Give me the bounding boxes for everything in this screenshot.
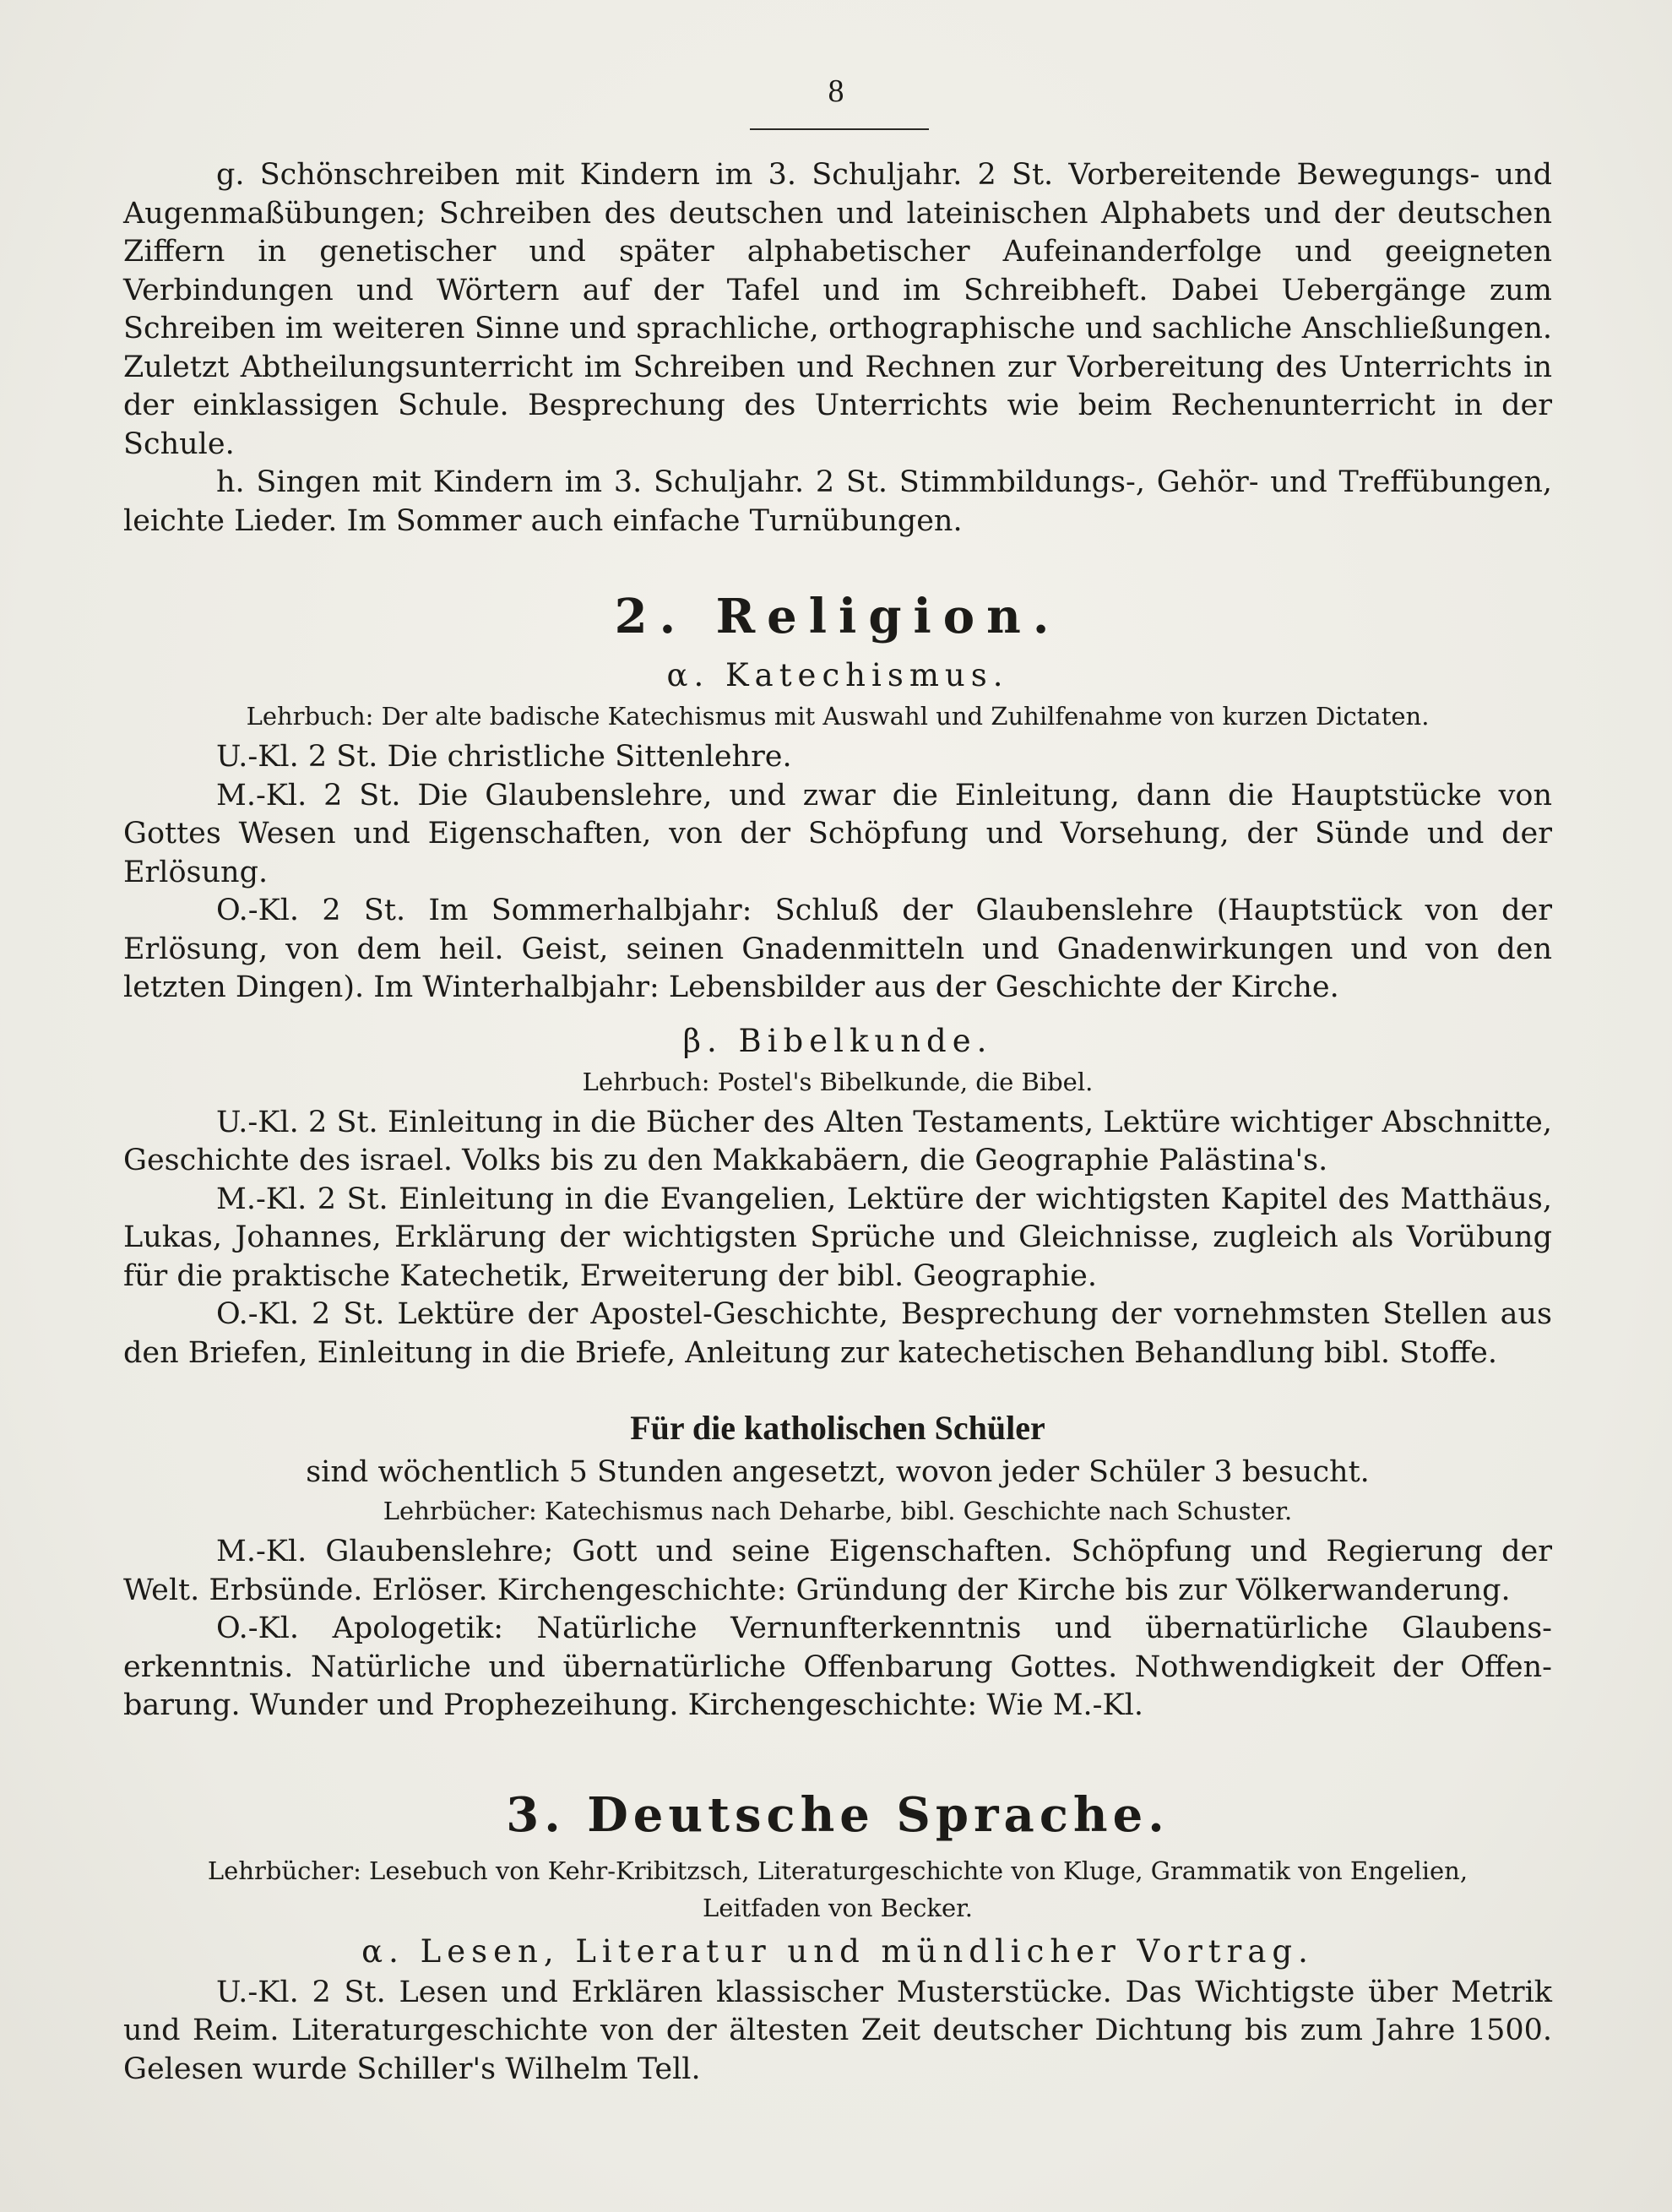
paragraph-bibelkunde-oberklasse: O.-Kl. 2 St. Lektüre der Apostel-Geschichte, Besprechung der vornehmsten Stellen aus den Briefen, Einleitung in die Briefe, Anleitung zur katechetischen Behandlung bibl. Stoffe.: [123, 1297, 1552, 1370]
paragraph-katechismus-unterklasse: U.-Kl. 2 St. Die christliche Sittenlehre.: [216, 740, 792, 774]
paragraph-katholisch-mittelklasse: M.-Kl. Glaubenslehre; Gott und seine Eigenschaften. Schöpfung und Regierung der Welt. Erbsünde. Erlöser. Kirchengeschichte: Gründung der Kirche bis zur Völkerwanderung.: [123, 1535, 1552, 1607]
subsection-heading-lesen: α. Lesen, Literatur und mündlicher Vortrag.: [361, 1932, 1314, 1970]
page-number: 8: [828, 73, 844, 109]
subsection-heading-katechismus: α. Katechismus.: [666, 657, 1009, 693]
paragraph-bibelkunde-unterklasse: U.-Kl. 2 St. Einleitung in die Bücher des Alten Testaments, Lektüre wichtiger Abschnitte, Geschichte des israel. Volks bis zu den Makkabäern, die Geographie Palästina's.: [123, 1105, 1552, 1177]
paragraph-katechismus-mittelklasse: M.-Kl. 2 St. Die Glaubenslehre, und zwar die Einleitung, dann die Hauptstücke von Gottes Wesen und Eigenschaften, von der Schöpfung und Vorsehung, der Sünde und der Erlösung.: [123, 778, 1552, 889]
heading-katholische-schueler: Für die katholischen Schüler: [630, 1409, 1045, 1447]
textbook-deutsch-line-1: Lehrbücher: Lesebuch von Kehr-Kribitzsch, Literaturgeschichte von Kluge, Grammatik von Engelien,: [207, 1856, 1468, 1885]
page-number-rule: [750, 128, 929, 130]
textbook-katholisch: Lehrbücher: Katechismus nach Deharbe, bibl. Geschichte nach Schuster.: [383, 1497, 1293, 1525]
textbook-deutsch-line-2: Leitfaden von Becker.: [702, 1893, 974, 1922]
textbook-katechismus: Lehrbuch: Der alte badische Katechismus mit Auswahl und Zuhilfenahme von kurzen Dictaten.: [246, 702, 1430, 731]
section-heading-religion: 2. Religion.: [614, 589, 1061, 644]
paragraph-bibelkunde-mittelklasse: M.-Kl. 2 St. Einleitung in die Evangelien, Lektüre der wichtigsten Kapitel des Matthäus, Lukas, Johannes, Erklärung der wichtigsten Sprüche und Gleichnisse, zugleich als Vorübung für die praktische Katechetik, Erweiterung der bibl. Geographie.: [123, 1182, 1552, 1293]
textbook-bibelkunde: Lehrbuch: Postel's Bibelkunde, die Bibel.: [582, 1067, 1094, 1096]
paragraph-katholisch-oberklasse: O.-Kl. Apologetik: Natürliche Vernunfterkenntnis und übernatürliche Glaubenserkenntnis. Natürliche und übernatürliche Offenbarung Gottes. Nothwendigkeit der Offenbarung. Wunder und Prophezeihung. Kirchengeschichte: Wie M.-Kl.: [123, 1611, 1552, 1722]
paragraph-katechismus-oberklasse: O.-Kl. 2 St. Im Sommerhalbjahr: Schluß der Glaubenslehre (Hauptstück von der Erlösung, von dem heil. Geist, seinen Gnadenmitteln und Gnadenwirkungen und von den letzten Dingen). Im Winterhalbjahr: Lebensbilder aus der Geschichte der Kirche.: [123, 894, 1552, 1004]
paragraph-singen: h. Singen mit Kindern im 3. Schuljahr. 2 St. Stimmbildungs-, Gehör- und Treffübungen, leichte Lieder. Im Sommer auch einfache Turnübungen.: [123, 465, 1552, 538]
subsection-heading-bibelkunde: β. Bibelkunde.: [682, 1022, 993, 1059]
paragraph-schoenschreiben: g. Schönschreiben mit Kindern im 3. Schuljahr. 2 St. Vorbereitende Bewegungs- und Augenmaßübungen; Schreiben des deutschen und lateinischen Alphabets und der deutschen Ziffern in genetischer und später alphabetischer Aufeinanderfolge und geeigneten Verbindungen und Wörtern auf der Tafel und im Schreibheft. Dabei Uebergänge zum Schreiben im weiteren Sinne und sprachliche, orthographische und sachliche Anschließungen. Zuletzt Abtheilungsunterricht im Schreiben und Rechnen zur Vorbereitung des Unterrichts in der einklassigen Schule. Besprechung des Unterrichts wie beim Rechenunterricht in der Schule.: [123, 158, 1552, 461]
paragraph-lesen-unterklasse: U.-Kl. 2 St. Lesen und Erklären klassischer Musterstücke. Das Wichtigste über Metrik und Reim. Literaturgeschichte von der ältesten Zeit deutscher Dichtung bis zum Jahre 1500. Gelesen wurde Schiller's Wilhelm Tell.: [123, 1975, 1552, 2086]
katholisch-stunden-note: sind wöchentlich 5 Stunden angesetzt, wovon jeder Schüler 3 besucht.: [306, 1455, 1370, 1489]
section-heading-deutsche-sprache: 3. Deutsche Sprache.: [506, 1786, 1170, 1843]
page-body: [123, 156, 1552, 2089]
